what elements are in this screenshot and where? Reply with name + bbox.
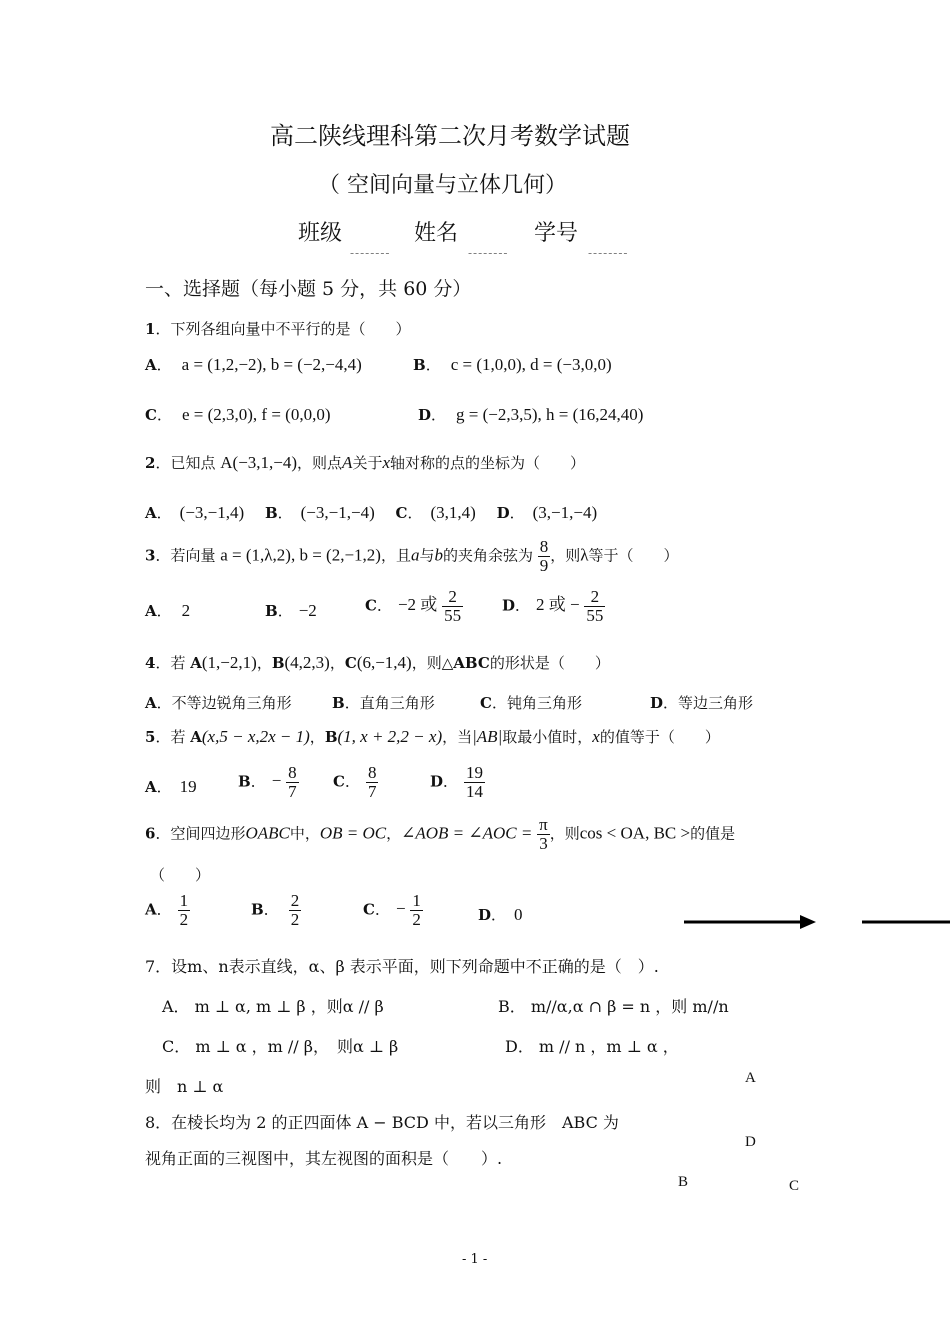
q8-stem-line2: 视角正面的三视图中，其左视图的面积是（ ）. (145, 1149, 503, 1168)
q7-tail: 则 n ⊥ α (145, 1077, 224, 1096)
q6-option-a: A． $\frac{1}{2}$ (145, 891, 189, 929)
q4-option-a: A．不等边锐角三角形 (145, 694, 292, 712)
q6-option-d: D． 0 (478, 905, 523, 924)
q6-option-b: B． $\frac{2}{2}$ (251, 891, 300, 929)
q4-stem: 4．若 A(1,−2,1)，B(4,2,3)，C(6,−1,4)，则△ABC的形状是（ ） (145, 653, 610, 672)
q4-option-d: D．等边三角形 (650, 694, 754, 712)
q1-stem: 1．下列各组向量中不平行的是（ ） (145, 320, 411, 338)
figure-label-d: D (745, 1134, 756, 1150)
q2-options: A． (−3,−1,4) B． (−3,−1,−4) C． (3,1,4) D． (3,−1,−4) (145, 503, 598, 522)
line-segment-icon (860, 912, 950, 932)
q7-option-c: C． m ⊥ α ，m // β， 则α ⊥ β (162, 1037, 399, 1056)
q8-stem-line1: 8．在棱长均为 2 的正四面体 A − BCD 中，若以三角形 ABC 为 (145, 1113, 619, 1132)
q2-stem: 2．已知点 A(−3,1,−4)，则点A关于x轴对称的点的坐标为（ ） (145, 453, 586, 472)
q6-paren: （ ） (150, 866, 211, 884)
q5-option-d: D． $\frac{19}{14}$ (430, 763, 484, 801)
q3-stem: 3．若向量 a = (1,λ,2), b = (2,−1,2)，且a与b的夹角余弦为 $\frac{8}{9}$ ，则λ等于（ ） (145, 537, 679, 575)
arrow-right-icon (680, 912, 820, 932)
q7-option-a: A． m ⊥ α, m ⊥ β ，则α // β (162, 997, 384, 1016)
q3-option-b: B． −2 (265, 601, 317, 620)
q1-option-b: B． c = (1,0,0), d = (−3,0,0) (413, 355, 612, 374)
q7-stem: 7．设m、n表示直线，α、β 表示平面，则下列命题中不正确的是（ ）. (145, 957, 659, 976)
q5-option-c: C． $\frac{8}{7}$ (333, 763, 377, 801)
q6-stem: 6．空间四边形OABC中，OB = OC，∠AOB = ∠AOC = $\frac{\pi}{3}$ ，则cos < OA, BC >的值是 (145, 815, 736, 853)
q1-option-a: A． a = (1,2,−2), b = (−2,−4,4) (145, 355, 362, 374)
q5-option-b: B． − $\frac{8}{7}$ (238, 763, 297, 801)
q3-option-a: A． 2 (145, 601, 191, 620)
page-number: - 1 - (462, 1252, 488, 1267)
figure-label-b: B (678, 1174, 689, 1190)
q4-option-c: C．钝角三角形 (480, 694, 582, 712)
q3-option-c: C． −2 或 $\frac{2}{55}$ (365, 587, 462, 625)
q3-option-d: D． 2 或 − $\frac{2}{55}$ (502, 587, 604, 625)
q1-option-d: D． g = (−2,3,5), h = (16,24,40) (418, 405, 644, 424)
name-blank: -------- (468, 246, 509, 260)
page-title: 高二陕线理科第二次月考数学试题 (270, 122, 630, 150)
q5-option-a: A． 19 (145, 777, 197, 796)
id-label: 学号 (534, 221, 579, 246)
q7-option-d: D． m // n ，m ⊥ α ， (505, 1037, 679, 1056)
q4-option-b: B．直角三角形 (332, 694, 435, 712)
class-blank: -------- (350, 246, 391, 260)
page-subtitle: （ 空间向量与立体几何） (318, 173, 567, 198)
q6-option-c: C． − $\frac{1}{2}$ (363, 891, 421, 929)
q1-option-c: C． e = (2,3,0), f = (0,0,0) (145, 405, 331, 424)
id-blank: -------- (588, 246, 629, 260)
figure-label-c: C (789, 1178, 800, 1194)
figure-label-a: A (745, 1070, 756, 1086)
class-label: 班级 (298, 221, 343, 246)
name-label: 姓名 (414, 221, 459, 246)
q5-stem: 5．若 A(x,5 − x,2x − 1)，B(1, x + 2,2 − x)，当|AB|取最小值时，x的值等于（ ） (145, 727, 720, 746)
section-title: 一、选择题（每小题 5 分，共 60 分） (145, 278, 472, 300)
q7-option-b: B． m//α,α ∩ β = n ，则 m//n (498, 997, 729, 1016)
